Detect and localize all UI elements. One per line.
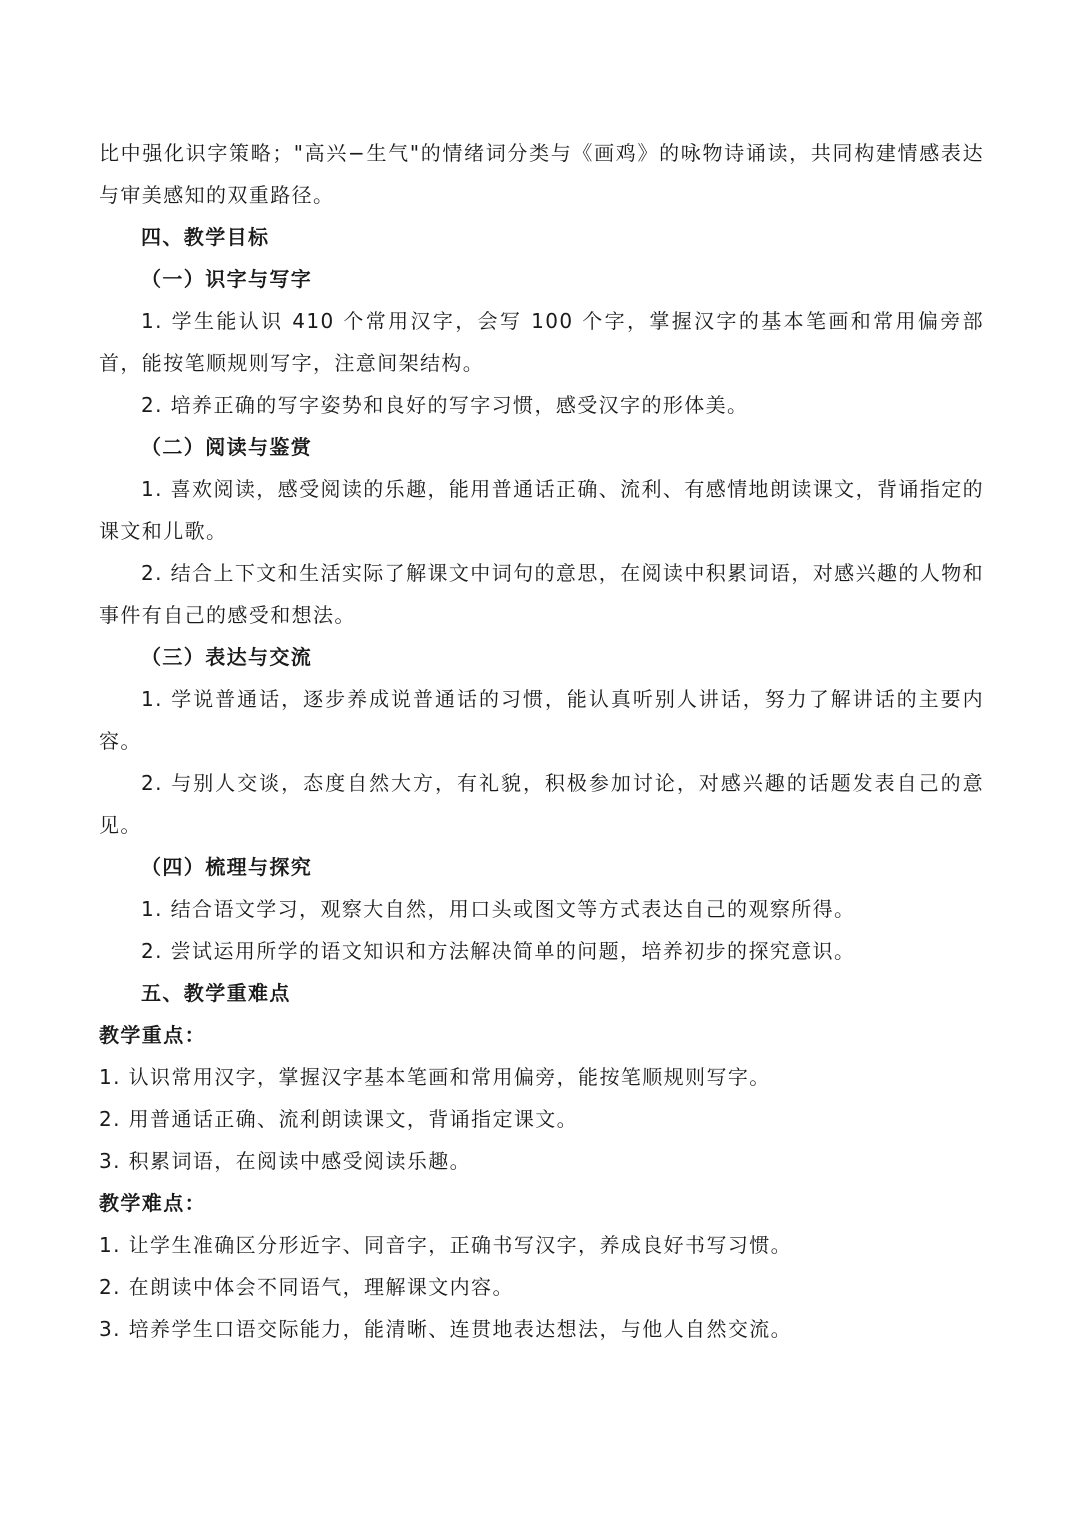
- difficult-point-item: 1. 让学生准确区分形近字、同音字，正确书写汉字，养成良好书写习惯。: [99, 1233, 793, 1257]
- subsection-heading-expression: （三）表达与交流: [141, 645, 313, 669]
- document-page: [99, 132, 984, 1350]
- difficult-point-item: 3. 培养学生口语交际能力，能清晰、连贯地表达想法，与他人自然交流。: [99, 1317, 793, 1341]
- goal-item: 2. 培养正确的写字姿势和良好的写字习惯，感受汉字的形体美。: [141, 393, 749, 417]
- section-heading-teaching-goals: 四、教学目标: [141, 225, 270, 249]
- section-heading-key-difficult-points: 五、教学重难点: [141, 981, 291, 1005]
- difficult-points-heading: 教学难点：: [99, 1191, 206, 1215]
- goal-item: 1. 学生能认识 410 个常用汉字，会写 100 个字，掌握汉字的基本笔画和常用偏旁部首，能按笔顺规则写字，注意间架结构。: [99, 309, 984, 375]
- key-points-heading: 教学重点：: [99, 1023, 206, 1047]
- goal-item: 2. 结合上下文和生活实际了解课文中词句的意思，在阅读中积累词语，对感兴趣的人物和事件有自己的感受和想法。: [99, 561, 984, 627]
- subsection-heading-literacy: （一）识字与写字: [141, 267, 313, 291]
- goal-item: 1. 结合语文学习，观察大自然，用口头或图文等方式表达自己的观察所得。: [141, 897, 856, 921]
- key-point-item: 3. 积累词语，在阅读中感受阅读乐趣。: [99, 1149, 472, 1173]
- key-point-item: 1. 认识常用汉字，掌握汉字基本笔画和常用偏旁，能按笔顺规则写字。: [99, 1065, 771, 1089]
- intro-paragraph: 比中强化识字策略；"高兴−生气"的情绪词分类与《画鸡》的咏物诗诵读，共同构建情感表达与审美感知的双重路径。: [99, 141, 984, 207]
- key-point-item: 2. 用普通话正确、流利朗读课文，背诵指定课文。: [99, 1107, 579, 1131]
- goal-item: 1. 学说普通话，逐步养成说普通话的习惯，能认真听别人讲话，努力了解讲话的主要内容。: [99, 687, 984, 753]
- goal-item: 1. 喜欢阅读，感受阅读的乐趣，能用普通话正确、流利、有感情地朗读课文，背诵指定的课文和儿歌。: [99, 477, 984, 543]
- goal-item: 2. 与别人交谈，态度自然大方，有礼貌，积极参加讨论，对感兴趣的话题发表自己的意见。: [99, 771, 984, 837]
- goal-item: 2. 尝试运用所学的语文知识和方法解决简单的问题，培养初步的探究意识。: [141, 939, 856, 963]
- subsection-heading-inquiry: （四）梳理与探究: [141, 855, 313, 879]
- difficult-point-item: 2. 在朗读中体会不同语气，理解课文内容。: [99, 1275, 514, 1299]
- subsection-heading-reading: （二）阅读与鉴赏: [141, 435, 313, 459]
